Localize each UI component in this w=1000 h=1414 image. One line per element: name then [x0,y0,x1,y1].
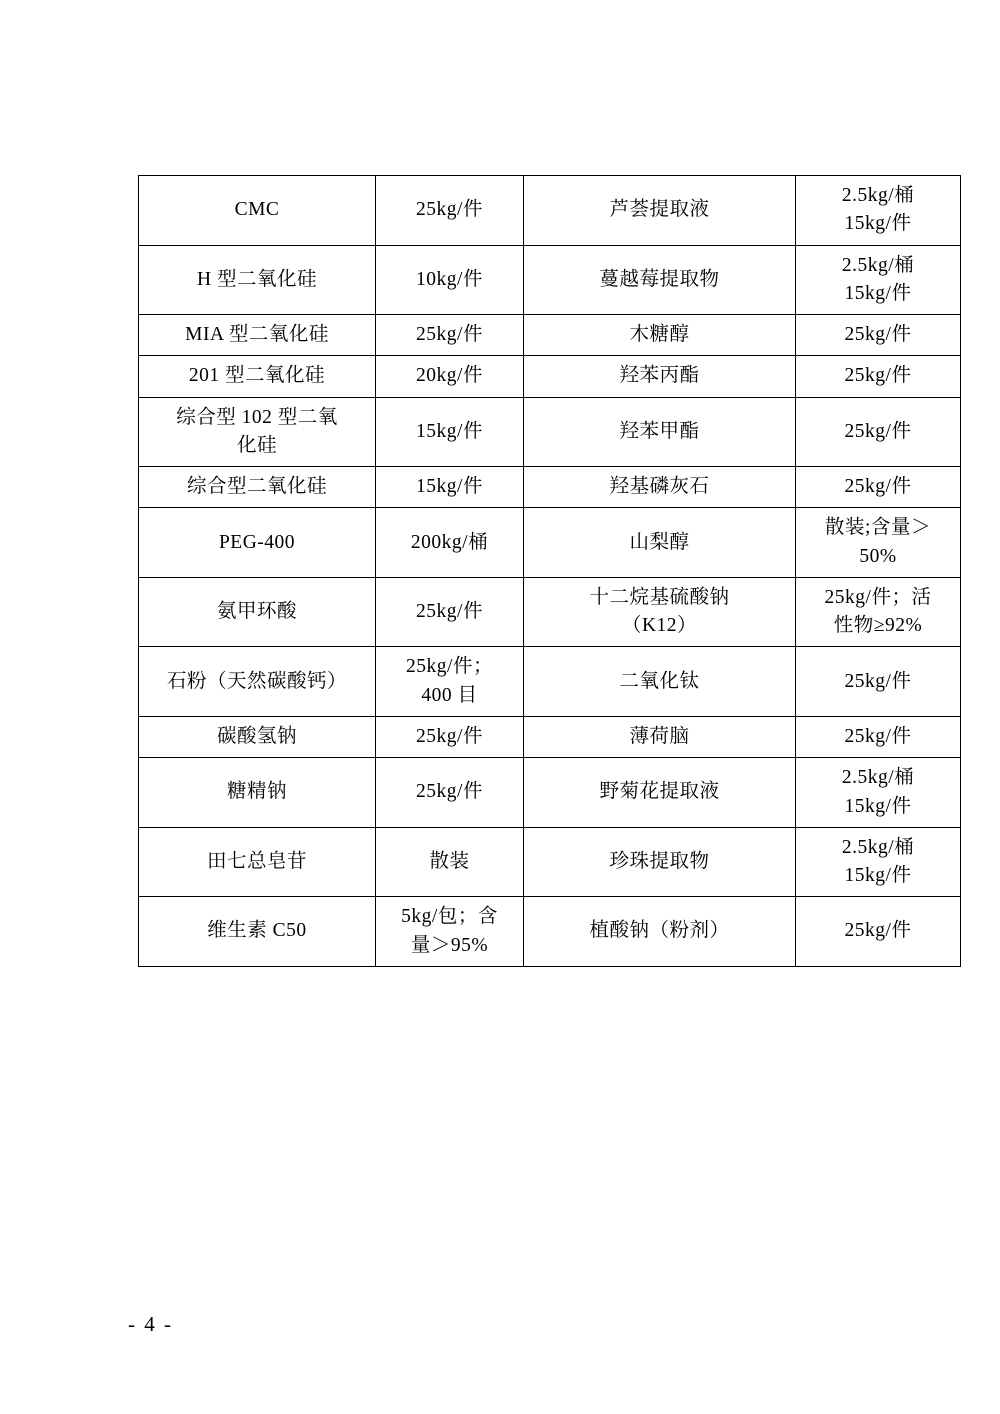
table-row [139,467,961,508]
cell-line: 25kg/件； [406,656,493,678]
cell-line: 木糖醇 [629,324,690,346]
material-name-cell [139,647,376,717]
table-row [139,315,961,356]
material-spec-cell-2 [796,176,961,246]
cell-line: MIA 型二氧化硅 [185,324,329,346]
cell-line: 羟苯甲酯 [619,420,700,442]
material-spec-cell [376,758,524,828]
cell-line: 25kg/件 [844,365,912,387]
cell-line: 15kg/件 [416,420,483,442]
cell-line: 薄荷脑 [629,725,690,747]
material-spec-cell-2 [796,467,961,508]
material-name-cell [139,176,376,246]
table-row [139,508,961,578]
cell-line: 15kg/件 [844,865,912,887]
cell-line: 散装 [429,850,470,872]
cell-line: 田七总皂苷 [206,850,307,872]
material-name-cell-2 [524,758,796,828]
material-name-cell-2 [524,897,796,967]
table-row [139,647,961,717]
cell-line: 性物≥92% [833,615,923,637]
material-name-cell [139,827,376,897]
cell-line: 化硅 [236,434,277,456]
cell-line: 25kg/件 [416,781,483,803]
material-spec-cell [376,897,524,967]
material-name-cell-2 [524,508,796,578]
table-row [139,397,961,467]
cell-line: 综合型 102 型二氧 [176,406,338,428]
cell-line: CMC [234,199,280,221]
material-spec-cell [376,827,524,897]
material-spec-cell-2 [796,577,961,647]
material-name-cell-2 [524,577,796,647]
material-spec-cell [376,577,524,647]
cell-line: 20kg/件 [416,365,483,387]
material-spec-cell-2 [796,315,961,356]
cell-line: 15kg/件 [844,282,912,304]
material-name-cell-2 [524,467,796,508]
table-body [139,176,961,967]
cell-line: 十二烷基硫酸钠 [589,586,730,608]
material-name-cell [139,716,376,757]
material-spec-cell-2 [796,245,961,315]
material-spec-cell-2 [796,827,961,897]
cell-line: 15kg/件 [416,476,483,498]
material-spec-cell-2 [796,897,961,967]
material-spec-cell [376,397,524,467]
cell-line: 200kg/桶 [410,531,489,553]
cell-line: 2.5kg/桶 [841,254,915,276]
cell-line: PEG-400 [218,531,296,553]
cell-line: 10kg/件 [416,268,483,290]
cell-line: 蔓越莓提取物 [599,268,720,290]
table-row [139,758,961,828]
material-name-cell [139,467,376,508]
cell-line: 25kg/件 [844,725,912,747]
cell-line: 2.5kg/桶 [841,767,915,789]
material-name-cell [139,897,376,967]
cell-line: 羟苯丙酯 [619,365,700,387]
cell-line: 25kg/件；活 [824,586,932,608]
material-name-cell-2 [524,647,796,717]
material-name-cell [139,245,376,315]
cell-line: 201 型二氧化硅 [188,365,326,387]
cell-line: 山梨醇 [629,531,690,553]
material-name-cell [139,577,376,647]
cell-line: 维生素 C50 [207,920,307,942]
table-row [139,356,961,397]
cell-line: 25kg/件 [844,476,912,498]
cell-line: 野菊花提取液 [599,781,720,803]
cell-line: 25kg/件 [416,601,483,623]
material-name-cell [139,758,376,828]
table-row [139,245,961,315]
material-spec-cell-2 [796,758,961,828]
material-spec-cell [376,315,524,356]
material-name-cell-2 [524,176,796,246]
cell-line: 25kg/件 [844,920,912,942]
cell-line: 羟基磷灰石 [609,476,710,498]
page-number: - 4 - [128,1312,173,1336]
material-spec-cell [376,647,524,717]
cell-line: 珍珠提取物 [609,850,710,872]
cell-line: 50% [859,545,897,567]
cell-line: 15kg/件 [844,213,912,235]
cell-line: 量＞95% [410,934,489,956]
table-row [139,716,961,757]
material-spec-cell [376,176,524,246]
material-name-cell-2 [524,356,796,397]
material-name-cell-2 [524,245,796,315]
cell-line: 2.5kg/桶 [841,836,915,858]
cell-line: 25kg/件 [844,420,912,442]
cell-line: 石粉（天然碳酸钙） [166,670,347,692]
material-name-cell [139,315,376,356]
material-spec-cell-2 [796,397,961,467]
material-spec-cell [376,356,524,397]
material-spec-cell-2 [796,508,961,578]
material-name-cell-2 [524,397,796,467]
material-name-cell [139,397,376,467]
cell-line: 400 目 [421,684,478,706]
table-row [139,577,961,647]
cell-line: 25kg/件 [416,199,483,221]
cell-line: H 型二氧化硅 [197,268,317,290]
table-row [139,897,961,967]
material-name-cell [139,356,376,397]
material-name-cell-2 [524,315,796,356]
cell-line: 5kg/包；含 [401,906,498,928]
cell-line: 25kg/件 [844,324,912,346]
cell-line: 综合型二氧化硅 [186,476,327,498]
cell-line: 25kg/件 [416,324,483,346]
cell-line: 二氧化钛 [619,670,700,692]
material-spec-cell [376,467,524,508]
material-name-cell-2 [524,827,796,897]
specification-table-container [138,175,960,967]
cell-line: 25kg/件 [844,670,912,692]
cell-line: 25kg/件 [416,725,483,747]
material-name-cell [139,508,376,578]
cell-line: 氨甲环酸 [216,601,297,623]
cell-line: 散装;含量＞ [825,517,931,539]
cell-line: 碳酸氢钠 [216,725,297,747]
material-spec-cell [376,716,524,757]
cell-line: 芦荟提取液 [609,199,710,221]
table-row [139,827,961,897]
material-name-cell-2 [524,716,796,757]
cell-line: （K12） [621,615,698,637]
cell-line: 2.5kg/桶 [841,185,915,206]
specification-table [138,175,961,967]
cell-line: 植酸钠（粉剂） [589,920,730,942]
cell-line: 15kg/件 [844,795,912,817]
cell-line: 糖精钠 [226,781,287,803]
material-spec-cell-2 [796,716,961,757]
material-spec-cell [376,245,524,315]
table-row [139,176,961,246]
material-spec-cell-2 [796,356,961,397]
material-spec-cell [376,508,524,578]
material-spec-cell-2 [796,647,961,717]
